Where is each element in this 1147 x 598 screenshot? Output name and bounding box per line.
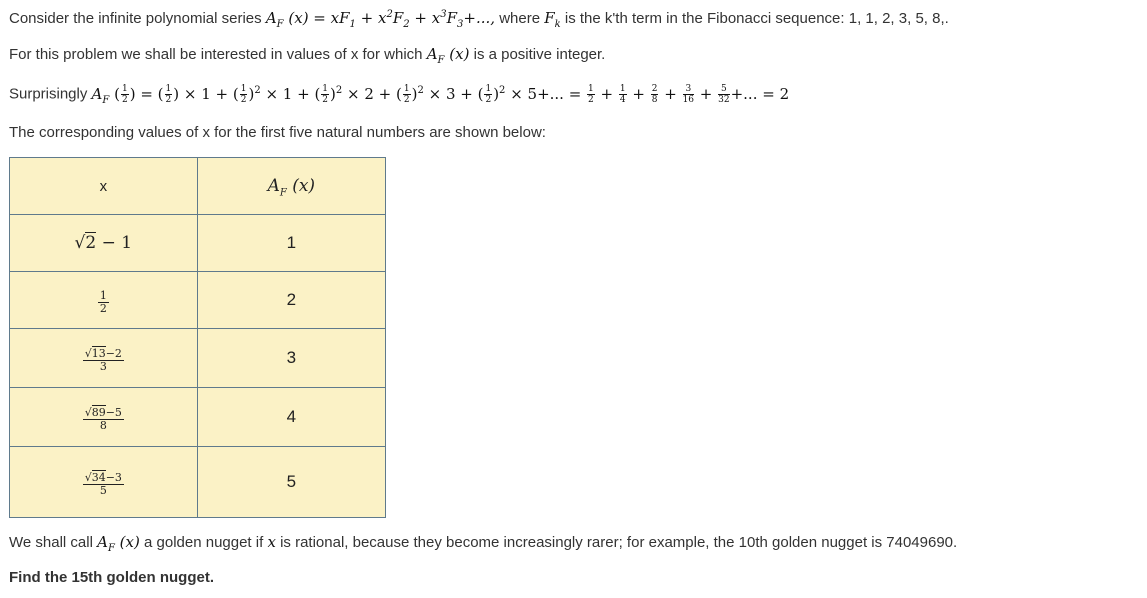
header-af: $A_F$ (x) bbox=[197, 158, 385, 215]
closing-paragraph-1: We shall call $A_F$ (x) a golden nugget if x is rational, because they become increasingly rarer; for example, the 10th golden nugget is 74049690. bbox=[9, 533, 958, 554]
x-value: $\frac{1}{2}$ bbox=[10, 272, 198, 329]
table-row bbox=[10, 388, 386, 447]
series-formula: $A_F$ $(x) = xF_1 + x^2F_2 + x^3F_3+$..., bbox=[265, 9, 496, 30]
intro-paragraph-1: Consider the infinite polynomial series $A_F$ $(x) = xF_1 + x^2F_2 + x^3F_3+$..., where $F_k$ is the k'th term in the Fibonacci sequence: 1, 1, 2, 3, 5, 8,. bbox=[9, 9, 949, 30]
intro-paragraph-2: For this problem we shall be interested in values of x for which $A_F$ (x) is a positive integer. bbox=[9, 45, 606, 66]
table-header-row bbox=[10, 158, 386, 215]
af-value: 2 bbox=[197, 272, 385, 329]
x-value: $\frac{√89-5}{8}$ bbox=[10, 388, 198, 447]
example-formula: $A_F$ ( $\frac{1}{2}$ ) = ( $\frac{1}{2}$ ) × 1 + ( $\frac{1}{2}$ )$^2$ × 1 + ( $\frac{1}{2}$ )$^2$ × 2 + ( $\frac{1}{2}$ )$^2$ × 3 + ( $\frac{1}{2}$ )$^2$ × 5+... = $\frac{1}{2}$ + $\frac{1}{4}$ + $\frac{2}{8}$ + $\frac{3}{16}$ + $\frac{5}{32}$ +... = 2 bbox=[91, 84, 790, 106]
question: Find the 15th golden nugget. bbox=[9, 569, 214, 586]
af-value: 4 bbox=[197, 388, 385, 447]
table-row bbox=[10, 329, 386, 388]
table-row bbox=[10, 272, 386, 329]
intro-paragraph-4: The corresponding values of x for the first five natural numbers are shown below: bbox=[9, 124, 546, 141]
intro-paragraph-3: Surprisingly $A_F$ ( $\frac{1}{2}$ ) = ( $\frac{1}{2}$ ) × 1 + ( $\frac{1}{2}$ )$^2$ × 1 + ( $\frac{1}{2}$ )$^2$ × 2 + ( $\frac{1}{2}$ )$^2$ × 3 + ( $\frac{1}{2}$ )$^2$ × 5+... = $\frac{1}{2}$ + $\frac{1}{4}$ + $\frac{2}{8}$ + $\frac{3}{16}$ + $\frac{5}{32}$ +... = 2 bbox=[9, 84, 790, 106]
header-x: x bbox=[10, 158, 198, 215]
values-table bbox=[9, 157, 386, 518]
x-value: $\frac{√13-2}{3}$ bbox=[10, 329, 198, 388]
x-value: √2 − 1 bbox=[10, 215, 198, 272]
af-value: 1 bbox=[197, 215, 385, 272]
af-value: 5 bbox=[197, 447, 385, 518]
af-value: 3 bbox=[197, 329, 385, 388]
x-value: $\frac{√34-3}{5}$ bbox=[10, 447, 198, 518]
table-row bbox=[10, 447, 386, 518]
table-row bbox=[10, 215, 386, 272]
